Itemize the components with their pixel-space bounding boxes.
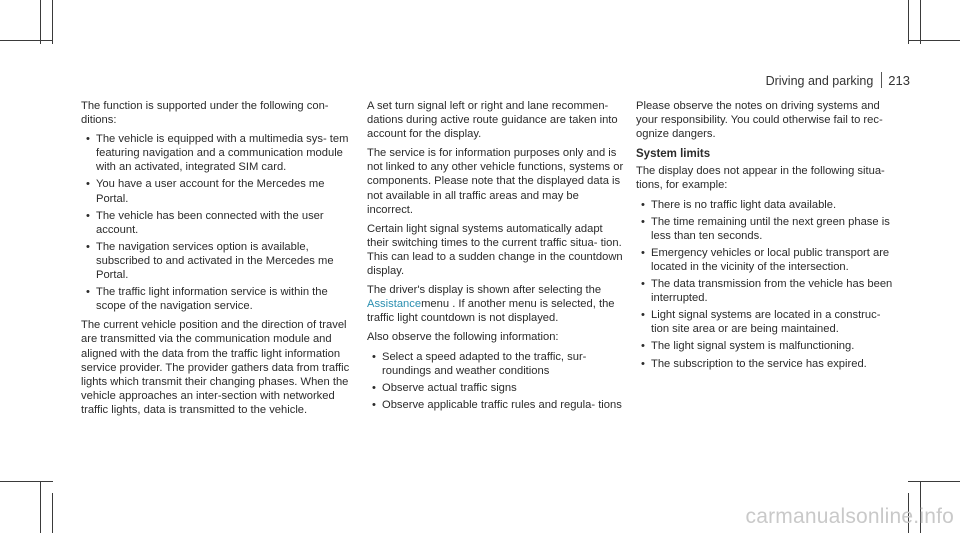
paragraph: Certain light signal systems automatically adapt their switching times to the current traffic situa- tion. This can lead to a sudden change in the countdown display. <box>367 222 623 278</box>
column-2 <box>367 99 627 417</box>
crop-mark <box>0 481 53 482</box>
column-1 <box>81 99 353 422</box>
list-item: • There is no traffic light data available. <box>636 198 894 212</box>
text-span: The driver's display is shown after selecting the <box>367 284 602 297</box>
list-item: • The subscription to the service has expired. <box>636 357 894 371</box>
crop-mark <box>52 493 53 533</box>
crop-mark <box>908 0 909 44</box>
list-item: • The vehicle has been connected with the user account. <box>81 209 353 237</box>
section-heading: System limits <box>636 148 711 161</box>
crop-mark <box>0 40 53 41</box>
list-item: • Light signal systems are located in a construc- tion site area or are being maintained. <box>636 308 894 336</box>
list-item: • The vehicle is equipped with a multimedia sys- tem featuring navigation and a communication module with an activated, integrated SIM card. <box>81 132 353 174</box>
limits-list <box>636 198 894 371</box>
crop-mark <box>52 0 53 44</box>
conditions-list <box>81 132 353 313</box>
list-item: • Emergency vehicles or local public transport are located in the vicinity of the intersection. <box>636 246 894 274</box>
info-list <box>367 350 627 412</box>
list-item: • Select a speed adapted to the traffic, sur- roundings and weather conditions <box>367 350 627 378</box>
list-item: • The navigation services option is available, subscribed to and activated in the Mercedes me Portal. <box>81 240 353 282</box>
paragraph: The service is for information purposes only and is not linked to any other vehicle functions, systems or components. Please note that the displayed data is not available in all traffic areas and may be incorrect. <box>367 147 624 216</box>
list-item: • Observe actual traffic signs <box>367 381 627 395</box>
list-item: • You have a user account for the Mercedes me Portal. <box>81 177 353 205</box>
header-divider <box>881 72 882 88</box>
crop-mark <box>40 0 41 44</box>
list-item: • The time remaining until the next green phase is less than ten seconds. <box>636 215 894 243</box>
crop-mark <box>920 0 921 44</box>
paragraph: Please observe the notes on driving systems and your responsibility. You could otherwise fail to rec- ognize dangers. <box>636 100 883 141</box>
section-title: Driving and parking <box>765 74 874 88</box>
conditions-intro: The function is supported under the following con- ditions: <box>81 100 329 127</box>
list-item: • The traffic light information service is within the scope of the navigation service. <box>81 285 353 313</box>
paragraph <box>367 283 627 325</box>
list-item: • Observe applicable traffic rules and regula- tions <box>367 398 627 412</box>
assistance-menu-link[interactable]: Assistance <box>367 298 422 311</box>
paragraph: The display does not appear in the following situa- tions, for example: <box>636 165 885 192</box>
crop-mark <box>908 40 960 41</box>
crop-mark <box>40 481 41 533</box>
list-item: • The data transmission from the vehicle has been interrupted. <box>636 277 894 305</box>
transmission-paragraph: The current vehicle position and the direction of travel are transmitted via the communication module and aligned with the data from the traffic light information service provider. The provider gathers data from traffic lights which transmit their changing phases. When the vehicle approaches an inter-section with networked traffic lights, data is transmitted to the vehicle. <box>81 319 350 416</box>
crop-mark <box>908 481 960 482</box>
paragraph: Also observe the following information: <box>367 331 559 344</box>
list-item: • The light signal system is malfunctioning. <box>636 339 894 353</box>
page-number: 213 <box>888 73 910 88</box>
column-3 <box>636 99 894 376</box>
paragraph: A set turn signal left or right and lane recommen- dations during active route guidance are taken into account for the display. <box>367 100 618 141</box>
page-header <box>766 69 910 88</box>
text-span: menu . If another menu is selected, the traffic light countdown is not displayed. <box>367 298 615 325</box>
watermark: carmanualsonline.info <box>745 505 954 528</box>
